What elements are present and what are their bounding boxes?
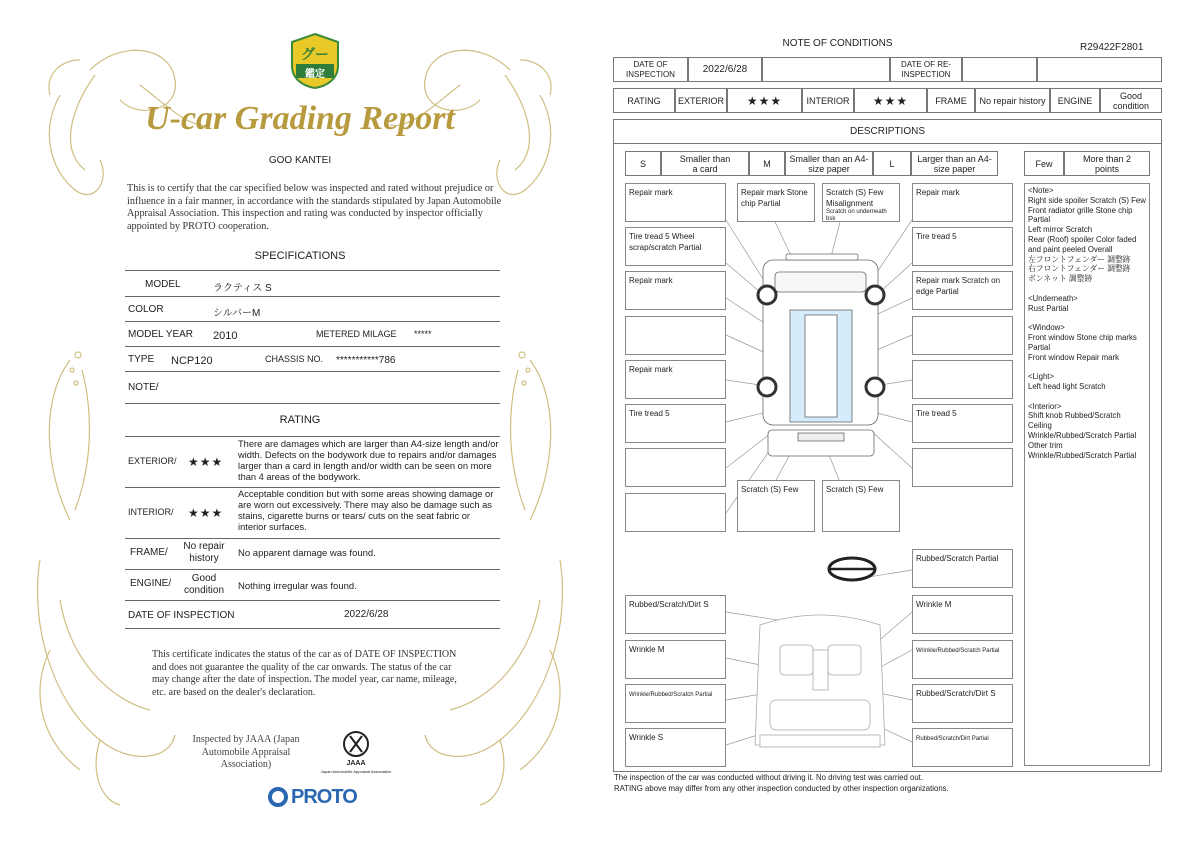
note-box-right-wheel-front: Tire tread 5 bbox=[912, 227, 1013, 266]
note-box-right-wheel-rear: Tire tread 5 bbox=[912, 404, 1013, 443]
interior-box-right-trim-text: Wrinkle/Rubbed/Scratch Partial bbox=[916, 648, 1000, 654]
note-box-left-wheel-rear: Tire tread 5 bbox=[625, 404, 726, 443]
note-box-right-fender: Repair mark Scratch on edge Partial bbox=[912, 271, 1013, 310]
rating-label: RATING bbox=[613, 88, 675, 113]
exterior-stars: ★★★ bbox=[727, 88, 802, 113]
note-of-conditions bbox=[600, 0, 1200, 848]
jaaa-logo bbox=[320, 730, 392, 780]
interior-box-console: Rubbed/Scratch/Dirt S bbox=[912, 684, 1013, 723]
interior-box-left-trim-text: Wrinkle/Rubbed/Scratch Partial bbox=[629, 692, 713, 698]
note-box-right-door-rear bbox=[912, 360, 1013, 399]
interior-box-front-left-seat: Wrinkle M bbox=[625, 640, 726, 679]
descriptions-heading: DESCRIPTIONS bbox=[613, 119, 1162, 144]
rating-heading: RATING bbox=[279, 414, 321, 426]
note-box-rear-center-left: Scratch (S) Few bbox=[737, 480, 815, 532]
frame-desc: No apparent damage was found. bbox=[238, 548, 376, 559]
legend-l-desc: Larger than an A4-size paper bbox=[911, 151, 998, 176]
interior-box-front-right: Wrinkle M bbox=[912, 595, 1013, 634]
noc-title: NOTE OF CONDITIONS bbox=[782, 38, 893, 49]
color-value: シルバーM bbox=[213, 308, 261, 319]
note-box-front-center-right-main: Scratch (S) Few Misalignment bbox=[826, 188, 884, 208]
engine-value: Good condition bbox=[183, 573, 225, 596]
certificate-title: U-car Grading Report bbox=[145, 100, 455, 137]
exterior-desc: There are damages which are larger than A4-size length and/or width. Defects on the bodywork due to repairs and/or damages larger than a card in length and/or width can be seen on more than 4 areas of the bodywork. bbox=[238, 439, 499, 482]
certificate-subtitle: GOO KANTEI bbox=[268, 155, 332, 166]
date-label: DATE OF INSPECTION bbox=[128, 610, 235, 621]
note-box-front-left: Repair mark bbox=[625, 183, 726, 222]
engine-value: Good condition bbox=[1100, 88, 1162, 113]
interior-box-dashboard: Rubbed/Scratch Partial bbox=[912, 549, 1013, 588]
legend-m-desc: Smaller than an A4-size paper bbox=[785, 151, 873, 176]
metered-label: METERED MILAGE bbox=[316, 329, 397, 339]
proto-mark-icon bbox=[268, 787, 288, 807]
chassis-label: CHASSIS NO. bbox=[265, 354, 324, 364]
interior-box-rear-right bbox=[912, 728, 1013, 767]
noc-footer-2: RATING above may differ from any other inspection conducted by other inspection organizations. bbox=[614, 784, 949, 793]
date-value: 2022/6/28 bbox=[344, 609, 389, 620]
noc-footer-1: The inspection of the car was conducted without driving it. No driving test was carried out. bbox=[614, 773, 923, 782]
note-box-left-door-front bbox=[625, 316, 726, 355]
noc-ref: R29422F2801 bbox=[1080, 42, 1144, 53]
type-value: NCP120 bbox=[171, 355, 213, 367]
note-box-rear-left bbox=[625, 493, 726, 532]
legend-few: Few bbox=[1024, 151, 1064, 176]
note-box-left-wheel-front: Tire tread 5 Wheel scrap/scratch Partial bbox=[625, 227, 726, 266]
engine-label: ENGINE/ bbox=[130, 578, 172, 589]
certificate-intro: This is to certify that the car specified below was inspected and rated without prejudice or influence in a fair manner, in accordance with the standards stipulated by Japan Automobile Appraisal Association. This inspection and rating was conducted by inspector officially appointed by PROTO cooperation. bbox=[127, 183, 502, 232]
note-box-left-quarter bbox=[625, 448, 726, 487]
model-year-value: 2010 bbox=[213, 330, 238, 342]
note-box-left-door-rear: Repair mark bbox=[625, 360, 726, 399]
note-box-rear-center-right: Scratch (S) Few bbox=[822, 480, 900, 532]
proto-text: PROTO bbox=[291, 785, 357, 808]
interior-label: INTERIOR/ bbox=[128, 507, 174, 517]
legend-s-desc: Smaller than a card bbox=[661, 151, 749, 176]
interior-box-rear-right-text: Rubbed/Scratch/Dirt Partial bbox=[916, 736, 989, 742]
legend-m: M bbox=[749, 151, 785, 176]
jaaa-sub: Japan Automobile Appraisal Association bbox=[320, 769, 392, 774]
note-box-front-center-right-small: Scratch on underneath bsk bbox=[826, 209, 887, 222]
frame-value: No repair history bbox=[183, 541, 225, 564]
jaaa-label: JAAA bbox=[346, 760, 366, 767]
legend-few-desc: More than 2 points bbox=[1064, 151, 1150, 176]
badge-top-text: グー bbox=[301, 46, 329, 62]
legend-l: L bbox=[873, 151, 911, 176]
note-box-front-center-left: Repair mark Stone chip Partial bbox=[737, 183, 815, 222]
exterior-stars: ★★★ bbox=[188, 455, 224, 469]
date-inspection-label: DATE OF INSPECTION bbox=[613, 57, 688, 82]
model-year-label: MODEL YEAR bbox=[128, 329, 194, 340]
color-label: COLOR bbox=[128, 304, 164, 315]
note-box-front-right: Repair mark bbox=[912, 183, 1013, 222]
engine-label: ENGINE bbox=[1050, 88, 1100, 113]
exterior-label: EXTERIOR/ bbox=[128, 456, 177, 466]
frame-value: No repair history bbox=[975, 88, 1050, 113]
badge-bottom-text: 鑑定 bbox=[305, 69, 325, 80]
note-box-front-center-right bbox=[822, 183, 900, 222]
interior-stars: ★★★ bbox=[854, 88, 927, 113]
type-label: TYPE bbox=[128, 354, 155, 365]
interior-box-right-trim bbox=[912, 640, 1013, 679]
interior-stars: ★★★ bbox=[188, 506, 224, 520]
notes-panel: <Note> Right side spoiler Scratch (S) Few Front radiator grille Stone chip Partial Left mirror Scratch Rear (Roof) spoiler Color faded and paint peeled Overall 左フロントフェンダー 調整跡 右フロントフェンダー 調整跡 ボンネット 調整跡 <Underneath> Rust Partial <Window> Front window Stone chip marks Partial Front window Repair mark <Light> Left head light Scratch <Interior> Shift knob Rubbed/Scratch Ceiling Wrinkle/Rubbed/Scratch Partial Other trim Wrinkle/Rubbed/Scratch Partial bbox=[1024, 183, 1150, 766]
interior-box-ceiling: Rubbed/Scratch/Dirt S bbox=[625, 595, 726, 634]
date-inspection-value: 2022/6/28 bbox=[688, 57, 762, 82]
interior-box-left-trim bbox=[625, 684, 726, 723]
metered-value: ***** bbox=[414, 329, 432, 339]
certificate-footer: This certificate indicates the status of the car as of DATE OF INSPECTION and does not guarantee the quality of the car onwards. The status of the car may change after the date of inspection. The model year, car name, mileage, etc. are based on the dealer's declaration. bbox=[152, 649, 457, 698]
interior-label: INTERIOR bbox=[802, 88, 854, 113]
engine-desc: Nothing irregular was found. bbox=[238, 581, 357, 592]
inspected-by: Inspected by JAAA (Japan Automobile Appraisal Association) bbox=[192, 734, 300, 770]
goo-kantei-badge bbox=[288, 32, 342, 90]
model-value: ラクティス S bbox=[213, 283, 272, 294]
frame-label: FRAME bbox=[927, 88, 975, 113]
interior-box-rear-left: Wrinkle S bbox=[625, 728, 726, 767]
note-box-right-quarter bbox=[912, 448, 1013, 487]
model-label: MODEL bbox=[145, 279, 181, 290]
exterior-label: EXTERIOR bbox=[675, 88, 727, 113]
chassis-value: ***********786 bbox=[336, 355, 396, 366]
note-label: NOTE/ bbox=[128, 382, 159, 393]
note-box-right-door-front bbox=[912, 316, 1013, 355]
proto-logo bbox=[268, 784, 368, 810]
legend-s: S bbox=[625, 151, 661, 176]
specifications-heading: SPECIFICATIONS bbox=[254, 250, 346, 262]
date-reinspection-label: DATE OF RE-INSPECTION bbox=[890, 57, 962, 82]
note-box-left-fender: Repair mark bbox=[625, 271, 726, 310]
frame-label: FRAME/ bbox=[130, 547, 168, 558]
interior-desc: Acceptable condition but with some areas showing damage or are worn out excessively. There may also be damage such as stains, cigarette burns or tears/ cuts on the seat fabric or interior surfaces. bbox=[238, 489, 494, 532]
